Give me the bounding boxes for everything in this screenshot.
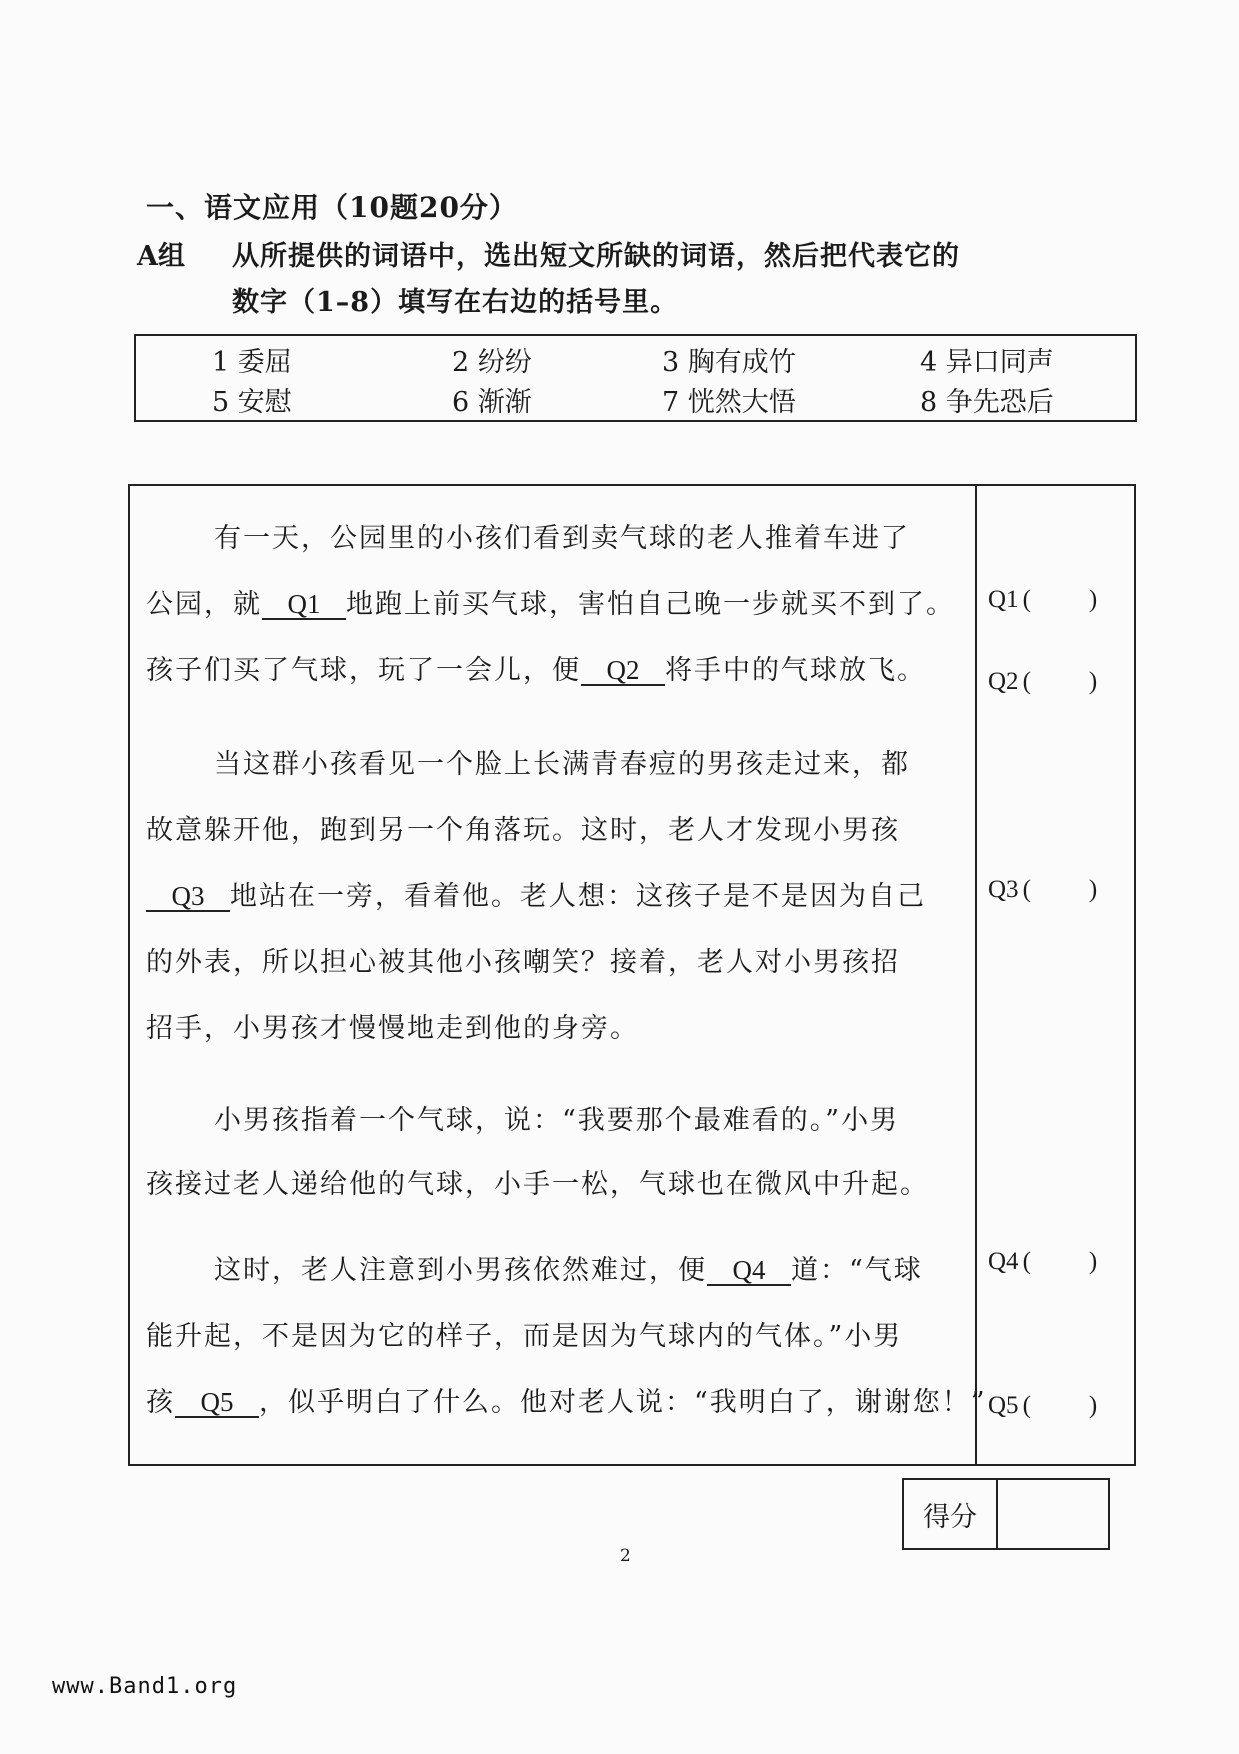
- passage-box: [128, 484, 1136, 1466]
- answer-column-divider: [975, 486, 977, 1464]
- passage-line: 孩 Q5 ，似乎明白了什么。他对老人说：“我明白了，谢谢您！”: [146, 1387, 987, 1418]
- blank-q5[interactable]: Q5: [175, 1389, 259, 1418]
- blank-q3[interactable]: Q3: [146, 883, 230, 912]
- answer-slot-q1[interactable]: Q1 ( ): [988, 586, 1098, 613]
- word-option-1: 1 委屈: [212, 347, 292, 378]
- word-option-6: 6 渐渐: [452, 387, 532, 418]
- group-label: A组: [137, 241, 185, 272]
- word-option-3: 3 胸有成竹: [662, 347, 796, 378]
- instruction-line-1: 从所提供的词语中，选出短文所缺的词语，然后把代表它的: [232, 241, 960, 272]
- word-option-4: 4 异口同声: [920, 347, 1054, 378]
- passage-line: 有一天，公园里的小孩们看到卖气球的老人推着车进了: [214, 523, 910, 554]
- passage-line: 能升起，不是因为它的样子，而是因为气球内的气体。”小男: [146, 1321, 903, 1352]
- word-option-2: 2 纷纷: [452, 347, 532, 378]
- passage-line: 小男孩指着一个气球，说：“我要那个最难看的。”小男: [214, 1105, 900, 1136]
- blank-q1[interactable]: Q1: [262, 591, 346, 620]
- passage-line: 孩接过老人递给他的气球，小手一松，气球也在微风中升起。: [146, 1169, 929, 1200]
- word-option-5: 5 安慰: [212, 387, 292, 418]
- score-label: 得分: [904, 1480, 998, 1548]
- answer-slot-q3[interactable]: Q3 ( ): [988, 876, 1098, 903]
- score-box: [902, 1478, 1110, 1550]
- passage-line: 故意躲开他，跑到另一个角落玩。这时，老人才发现小男孩: [146, 815, 900, 846]
- score-field[interactable]: [998, 1480, 1108, 1548]
- answer-slot-q4[interactable]: Q4 ( ): [988, 1248, 1098, 1275]
- passage-line: Q3 地站在一旁，看着他。老人想：这孩子是不是因为自己: [146, 874, 926, 913]
- blank-q2[interactable]: Q2: [581, 657, 665, 686]
- word-bank: [134, 334, 1137, 422]
- watermark: www.Band1.org: [52, 1674, 238, 1699]
- word-option-7: 7 恍然大悟: [662, 387, 796, 418]
- passage-line: 孩子们买了气球，玩了一会儿，便 Q2 将手中的气球放飞。: [146, 655, 926, 686]
- section-title: 一、语文应用（10题20分）: [146, 191, 518, 224]
- passage-line: 招手，小男孩才慢慢地走到他的身旁。: [146, 1013, 639, 1044]
- answer-slot-q2[interactable]: Q2 ( ): [988, 668, 1098, 695]
- page-number: 2: [620, 1546, 631, 1566]
- passage-line: 这时，老人注意到小男孩依然难过，便 Q4 道：“气球: [214, 1255, 923, 1286]
- passage-line: 当这群小孩看见一个脸上长满青春痘的男孩走过来，都: [214, 749, 910, 780]
- answer-slot-q5[interactable]: Q5 ( ): [988, 1392, 1098, 1419]
- passage-line: 公园，就 Q1 地跑上前买气球，害怕自己晚一步就买不到了。: [146, 589, 955, 620]
- instruction-line-2: 数字（1–8）填写在右边的括号里。: [232, 287, 679, 318]
- word-option-8: 8 争先恐后: [920, 387, 1054, 418]
- passage-line: 的外表，所以担心被其他小孩嘲笑？接着，老人对小男孩招: [146, 947, 900, 978]
- blank-q4[interactable]: Q4: [707, 1257, 791, 1286]
